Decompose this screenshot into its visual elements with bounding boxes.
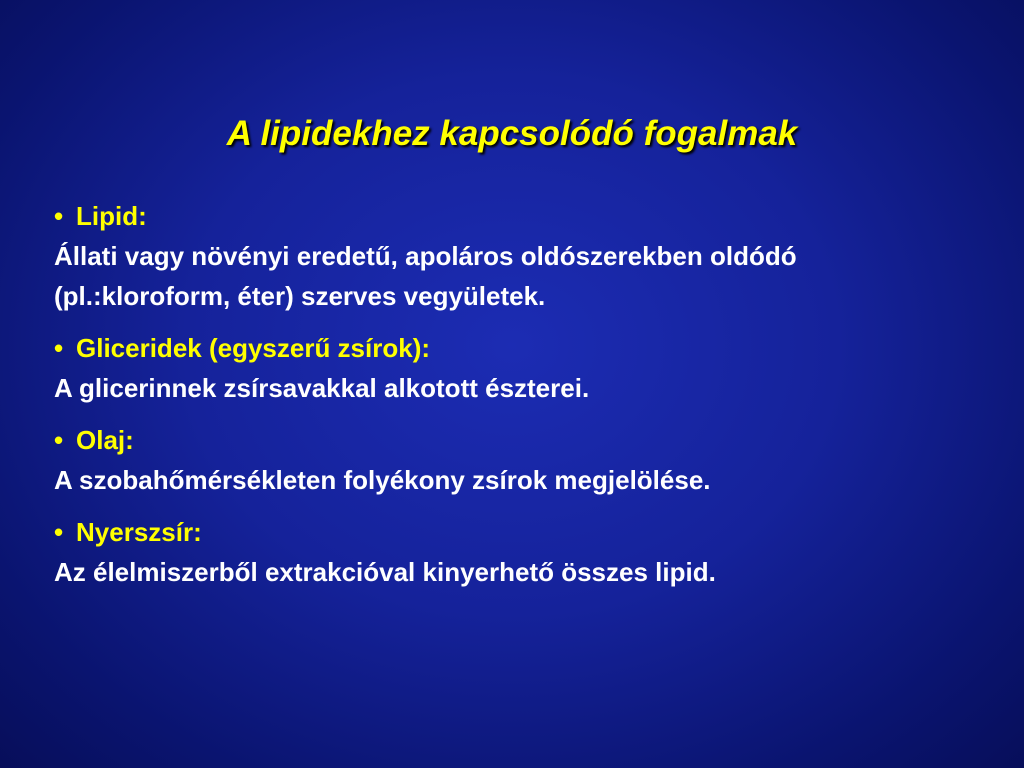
term-line xyxy=(54,420,1004,460)
definition-text: A szobahőmérsékleten folyékony zsírok megjelölése. xyxy=(54,465,711,495)
bullet-icon: • xyxy=(54,517,64,547)
bullet-icon: • xyxy=(54,425,64,455)
list-item-lipid xyxy=(54,196,1004,316)
list-item-nyerszsir xyxy=(54,512,1004,592)
list-item-olaj xyxy=(54,420,1004,500)
bullet-icon: • xyxy=(54,201,64,231)
definition-text: Az élelmiszerből extrakcióval kinyerhető összes lipid. xyxy=(54,557,716,587)
list-item-gliceridek xyxy=(54,328,1004,408)
term-line xyxy=(54,196,1004,236)
term-label: Lipid: xyxy=(76,201,147,231)
term-label: Olaj: xyxy=(76,425,134,455)
slide-title: A lipidekhez kapcsolódó fogalmak xyxy=(226,114,798,153)
term-line xyxy=(54,328,1004,368)
term-label: Gliceridek (egyszerű zsírok): xyxy=(76,333,431,363)
definition-text: Állati vagy növényi eredetű, apoláros oldószerekben oldódó (pl.:kloroform, éter) szerves vegyületek. xyxy=(54,241,797,311)
definition-list xyxy=(54,196,1004,604)
bullet-icon: • xyxy=(54,333,64,363)
term-label: Nyerszsír: xyxy=(76,517,202,547)
term-line xyxy=(54,512,1004,552)
definition-text: A glicerinnek zsírsavakkal alkotott észterei. xyxy=(54,373,590,403)
